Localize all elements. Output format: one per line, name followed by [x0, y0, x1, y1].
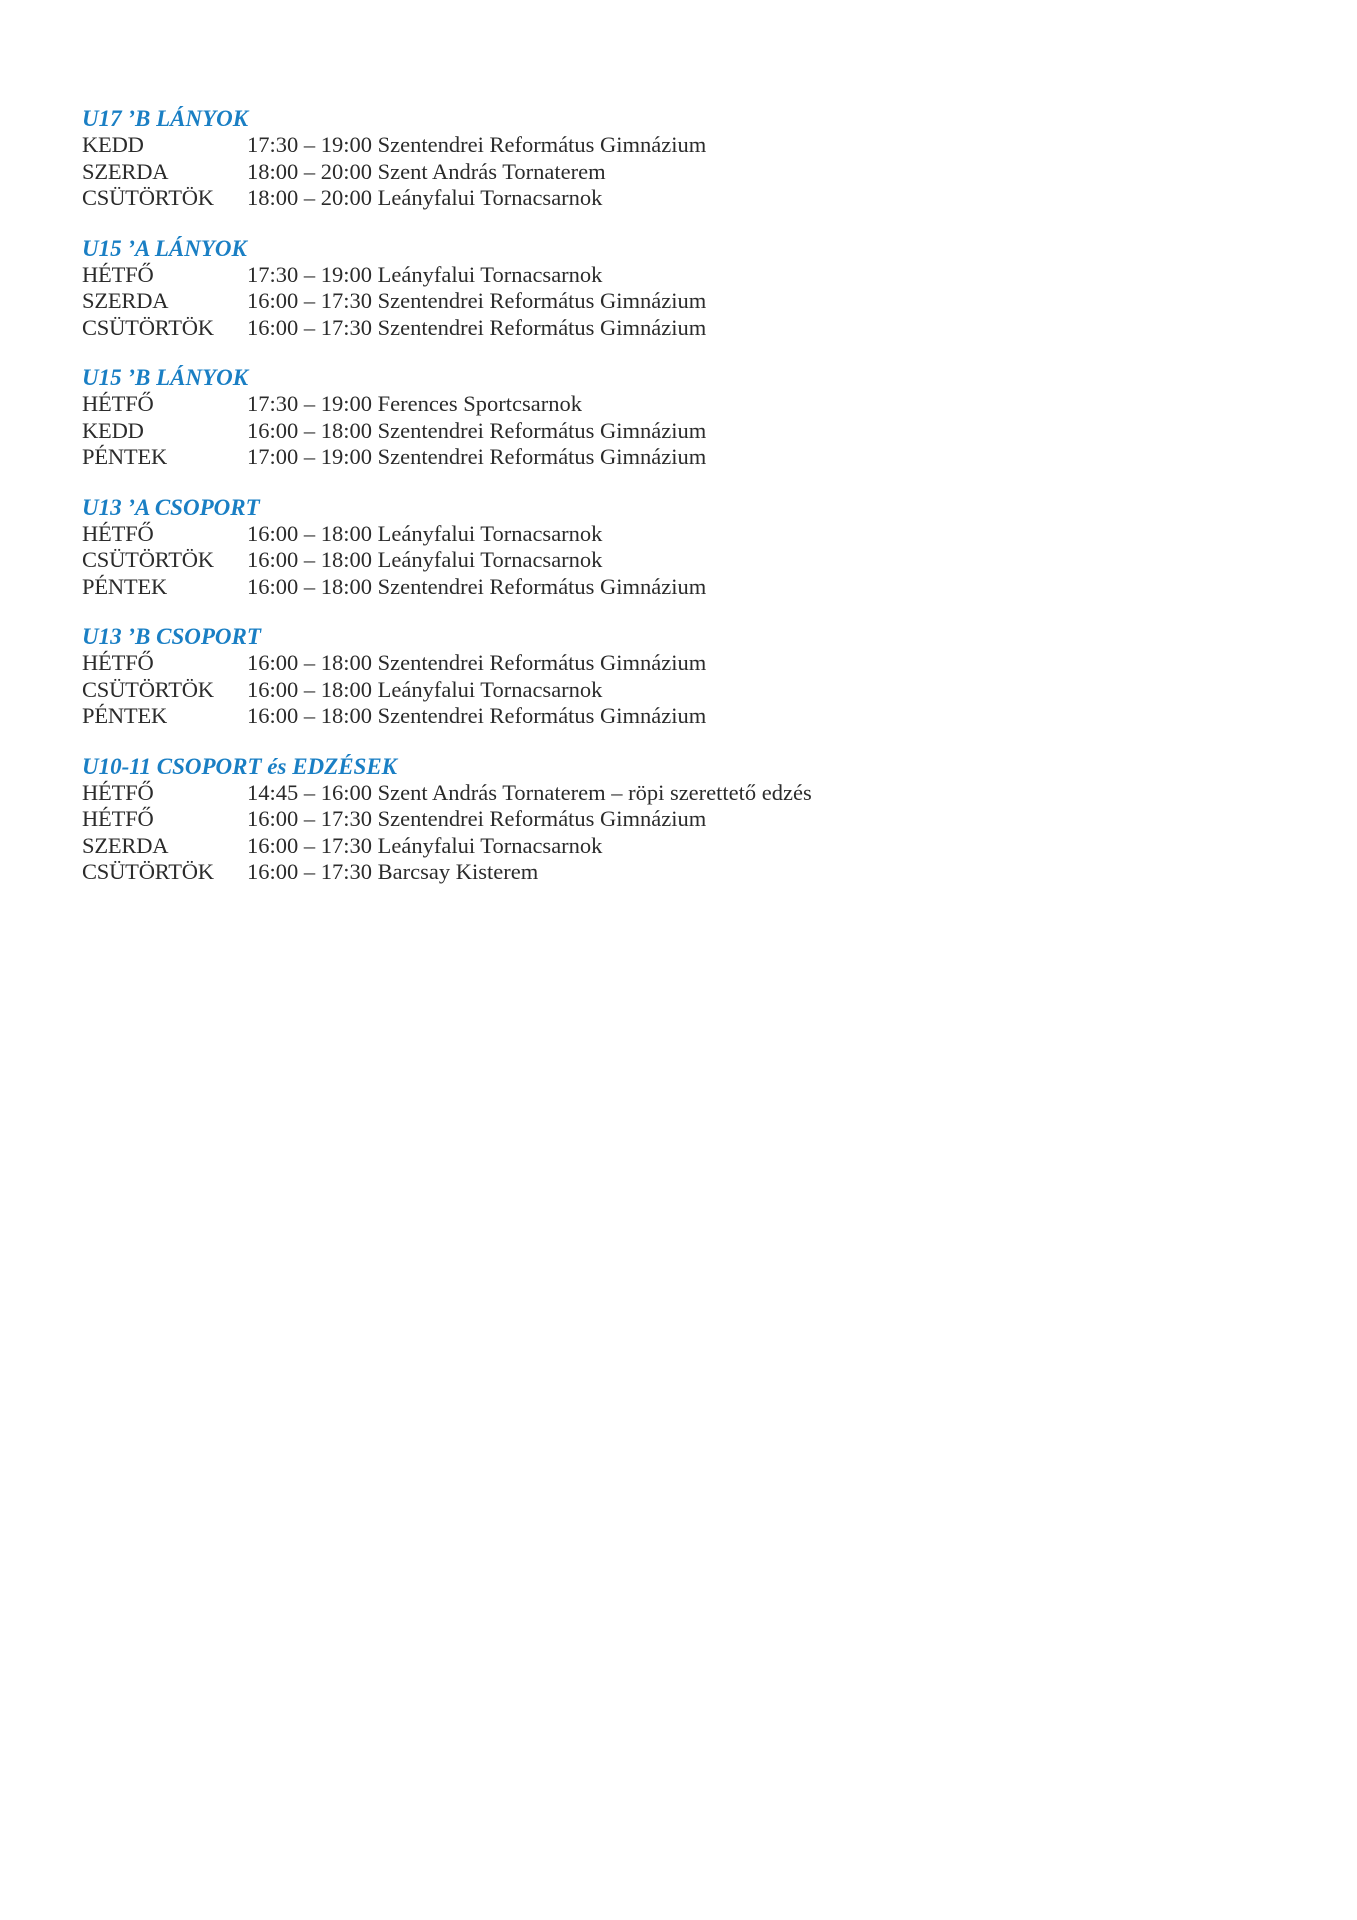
day-label: KEDD — [82, 417, 144, 443]
schedule-row — [82, 391, 1282, 418]
session-detail: 17:30 – 19:00 Ferences Sportcsarnok — [247, 391, 582, 416]
schedule-row — [82, 574, 1282, 601]
section-title: U17 ’B LÁNYOK — [82, 106, 249, 131]
day-label: CSÜTÖRTÖK — [82, 314, 214, 340]
schedule-section — [82, 106, 1282, 212]
session-detail: 14:45 – 16:00 Szent András Tornaterem – röpi szerettető edzés — [247, 779, 812, 805]
schedule-row — [82, 859, 1282, 886]
session-detail: 16:00 – 18:00 Szentendrei Református Gimnázium — [247, 573, 707, 599]
schedule-section — [82, 236, 1282, 342]
session-detail: 17:00 – 19:00 Szentendrei Református Gimnázium — [247, 444, 707, 469]
day-label: HÉTFŐ — [82, 261, 154, 287]
schedule-row — [82, 262, 1282, 289]
session-detail: 16:00 – 18:00 Leányfalui Tornacsarnok — [247, 547, 603, 572]
day-label: PÉNTEK — [82, 573, 168, 599]
schedule-content — [82, 106, 1282, 910]
session-detail: 16:00 – 18:00 Leányfalui Tornacsarnok — [247, 676, 603, 702]
section-title: U13 ’A CSOPORT — [82, 494, 260, 520]
schedule-row — [82, 288, 1282, 315]
session-detail: 16:00 – 17:30 Leányfalui Tornacsarnok — [247, 832, 603, 858]
schedule-row — [82, 185, 1282, 212]
session-detail: 18:00 – 20:00 Szent András Tornaterem — [247, 158, 606, 184]
schedule-row — [82, 444, 1282, 471]
schedule-row — [82, 703, 1282, 730]
day-label: PÉNTEK — [82, 703, 168, 728]
day-label: SZERDA — [82, 832, 169, 858]
schedule-row — [82, 547, 1282, 574]
session-detail: 16:00 – 18:00 Leányfalui Tornacsarnok — [247, 520, 603, 546]
day-label: HÉTFŐ — [82, 391, 154, 416]
day-label: CSÜTÖRTÖK — [82, 676, 214, 702]
schedule-section — [82, 495, 1282, 601]
schedule-row — [82, 833, 1282, 860]
schedule-section — [82, 624, 1282, 730]
schedule-row — [82, 418, 1282, 445]
session-detail: 16:00 – 17:30 Szentendrei Református Gimnázium — [247, 806, 707, 831]
session-detail: 17:30 – 19:00 Leányfalui Tornacsarnok — [247, 261, 603, 287]
day-label: SZERDA — [82, 288, 169, 313]
day-label: CSÜTÖRTÖK — [82, 859, 214, 884]
schedule-row — [82, 677, 1282, 704]
day-label: SZERDA — [82, 158, 169, 184]
session-detail: 16:00 – 17:30 Barcsay Kisterem — [247, 859, 539, 884]
section-title: U15 ’A LÁNYOK — [82, 235, 247, 261]
section-title: U13 ’B CSOPORT — [82, 624, 261, 649]
day-label: PÉNTEK — [82, 444, 168, 469]
day-label: HÉTFŐ — [82, 520, 154, 546]
session-detail: 16:00 – 18:00 Szentendrei Református Gimnázium — [247, 650, 707, 675]
section-title: U15 ’B LÁNYOK — [82, 365, 249, 390]
schedule-row — [82, 159, 1282, 186]
schedule-section — [82, 365, 1282, 471]
schedule-section — [82, 754, 1282, 886]
schedule-row — [82, 780, 1282, 807]
day-label: HÉTFŐ — [82, 779, 154, 805]
day-label: KEDD — [82, 132, 144, 157]
session-detail: 16:00 – 18:00 Szentendrei Református Gimnázium — [247, 703, 707, 728]
schedule-row — [82, 650, 1282, 677]
session-detail: 16:00 – 17:30 Szentendrei Református Gimnázium — [247, 314, 707, 340]
day-label: HÉTFŐ — [82, 806, 154, 831]
session-detail: 18:00 – 20:00 Leányfalui Tornacsarnok — [247, 185, 603, 210]
day-label: HÉTFŐ — [82, 650, 154, 675]
day-label: CSÜTÖRTÖK — [82, 547, 214, 572]
session-detail: 16:00 – 17:30 Szentendrei Református Gimnázium — [247, 288, 707, 313]
schedule-row — [82, 132, 1282, 159]
section-title: U10-11 CSOPORT és EDZÉSEK — [82, 753, 398, 779]
schedule-row — [82, 315, 1282, 342]
day-label: CSÜTÖRTÖK — [82, 185, 214, 210]
session-detail: 17:30 – 19:00 Szentendrei Református Gimnázium — [247, 132, 707, 157]
session-detail: 16:00 – 18:00 Szentendrei Református Gimnázium — [247, 417, 707, 443]
schedule-row — [82, 806, 1282, 833]
schedule-row — [82, 521, 1282, 548]
